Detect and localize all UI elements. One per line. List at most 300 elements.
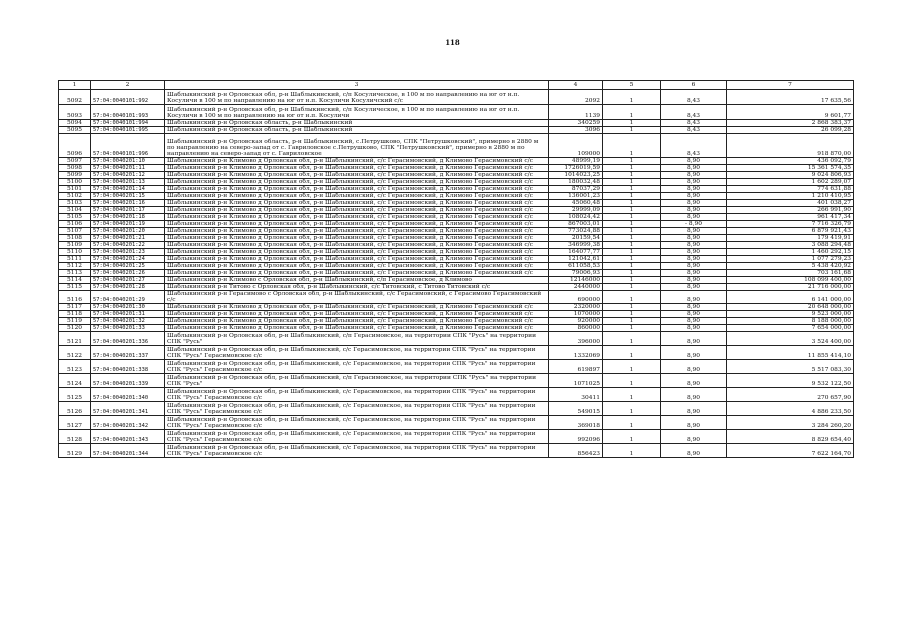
cadastral-number-cell: 57:04:0040201:20 bbox=[91, 228, 165, 235]
value-cell: 401 038,27 bbox=[727, 200, 854, 207]
coefficient-cell: 1 bbox=[603, 416, 661, 430]
header-row bbox=[59, 81, 854, 90]
coefficient-cell: 1 bbox=[603, 332, 661, 346]
row-number-cell: 5111 bbox=[59, 256, 91, 263]
row-number-cell: 5102 bbox=[59, 193, 91, 200]
address-cell: Шаблыкинский р-н Климово д Орловская обл, р-н Шаблыкинский, с/с Герасимовский, д Климово Герасимовский с/с bbox=[165, 263, 549, 270]
rate-cell: 8,90 bbox=[661, 193, 727, 200]
table-row bbox=[59, 172, 854, 179]
coefficient-cell: 1 bbox=[603, 200, 661, 207]
cadastral-number-cell: 57:04:0040201:16 bbox=[91, 200, 165, 207]
coefficient-cell: 1 bbox=[603, 158, 661, 165]
value-cell: 1 602 289,07 bbox=[727, 179, 854, 186]
address-cell: Шаблыкинский р-н Климово д Орловская обл, р-н Шаблыкинский, с/с Герасимовский, д Климово Герасимовский с/с bbox=[165, 270, 549, 277]
rate-cell: 8,90 bbox=[661, 346, 727, 360]
value-cell: 5 438 420,92 bbox=[727, 263, 854, 270]
table-row bbox=[59, 193, 854, 200]
rate-cell: 8,90 bbox=[661, 304, 727, 311]
area-cell: 992096 bbox=[549, 430, 603, 444]
area-cell: 3096 bbox=[549, 127, 603, 134]
table-row bbox=[59, 179, 854, 186]
rate-cell: 8,43 bbox=[661, 105, 727, 120]
row-number-cell: 5098 bbox=[59, 165, 91, 172]
row-number-cell: 5126 bbox=[59, 402, 91, 416]
value-cell: 3 284 260,20 bbox=[727, 416, 854, 430]
coefficient-cell: 1 bbox=[603, 221, 661, 228]
rate-cell: 8,90 bbox=[661, 200, 727, 207]
rate-cell: 8,90 bbox=[661, 214, 727, 221]
row-number-cell: 5117 bbox=[59, 304, 91, 311]
coefficient-cell: 1 bbox=[603, 402, 661, 416]
address-cell: Шаблыкинский р-н Климово д Орловская обл, р-н Шаблыкинский, с/с Герасимовский, д Климово Герасимовский с/с bbox=[165, 242, 549, 249]
coefficient-cell: 1 bbox=[603, 311, 661, 318]
table-row bbox=[59, 388, 854, 402]
area-cell: 48999,19 bbox=[549, 158, 603, 165]
address-cell: Шаблыкинский р-н Климово д Орловская обл, р-н Шаблыкинский, с/с Герасимовский, д Климово Герасимовский с/с bbox=[165, 249, 549, 256]
coefficient-cell: 1 bbox=[603, 291, 661, 304]
table-row bbox=[59, 402, 854, 416]
rate-cell: 8,90 bbox=[661, 172, 727, 179]
table-row bbox=[59, 207, 854, 214]
area-cell: 1070000 bbox=[549, 311, 603, 318]
header-cell: 1 bbox=[59, 81, 91, 90]
coefficient-cell: 1 bbox=[603, 186, 661, 193]
row-number-cell: 5115 bbox=[59, 284, 91, 291]
row-number-cell: 5121 bbox=[59, 332, 91, 346]
cadastral-number-cell: 57:04:0040201:341 bbox=[91, 402, 165, 416]
address-cell: Шаблыкинский р-н Орловская обл, р-н Шаблыкинский, с/с Герасимовское, на территории СПК "Русь" на территории СПК "Русь" Герасимовское с/с bbox=[165, 360, 549, 374]
area-cell: 108024,42 bbox=[549, 214, 603, 221]
cadastral-number-cell: 57:04:0040201:344 bbox=[91, 444, 165, 458]
area-cell: 87037,29 bbox=[549, 186, 603, 193]
row-number-cell: 5097 bbox=[59, 158, 91, 165]
address-cell: Шаблыкинский р-н Титово с Орловская обл, р-н Шаблыкинский, с/с Титовский, с Титово Титовский с/с bbox=[165, 284, 549, 291]
rate-cell: 8,90 bbox=[661, 249, 727, 256]
coefficient-cell: 1 bbox=[603, 346, 661, 360]
row-number-cell: 5100 bbox=[59, 179, 91, 186]
value-cell: 6 141 000,00 bbox=[727, 291, 854, 304]
header-cell: 6 bbox=[661, 81, 727, 90]
value-cell: 1 077 279,23 bbox=[727, 256, 854, 263]
value-cell: 918 870,00 bbox=[727, 134, 854, 158]
value-cell: 270 657,90 bbox=[727, 388, 854, 402]
cadastral-number-cell: 57:04:0040201:22 bbox=[91, 242, 165, 249]
area-cell: 45060,48 bbox=[549, 200, 603, 207]
address-cell: Шаблыкинский р-н Орловская обл, р-н Шаблыкинский, с/п Косулическое, в 100 м по направлению на юг от н.п. Косуличи в 100 м по направлению на юг от н.п. Косуличи bbox=[165, 105, 549, 120]
row-number-cell: 5114 bbox=[59, 277, 91, 284]
table-row bbox=[59, 165, 854, 172]
area-cell: 773024,88 bbox=[549, 228, 603, 235]
area-cell: 1139 bbox=[549, 105, 603, 120]
coefficient-cell: 1 bbox=[603, 193, 661, 200]
coefficient-cell: 1 bbox=[603, 270, 661, 277]
cadastral-number-cell: 57:04:0040201:17 bbox=[91, 207, 165, 214]
table-row bbox=[59, 158, 854, 165]
header-cell: 2 bbox=[91, 81, 165, 90]
row-number-cell: 5092 bbox=[59, 90, 91, 105]
area-cell: 20159,54 bbox=[549, 235, 603, 242]
rate-cell: 8,90 bbox=[661, 388, 727, 402]
table-row bbox=[59, 134, 854, 158]
row-number-cell: 5101 bbox=[59, 186, 91, 193]
table-row bbox=[59, 346, 854, 360]
area-cell: 920000 bbox=[549, 318, 603, 325]
cadastral-number-cell: 57:04:0040201:32 bbox=[91, 318, 165, 325]
rate-cell: 8,43 bbox=[661, 127, 727, 134]
address-cell: Шаблыкинский р-н Герасимово с Орловская обл, р-н Шаблыкинский, с/с Герасимовский, с Герасимово Герасимовский с/с bbox=[165, 291, 549, 304]
coefficient-cell: 1 bbox=[603, 165, 661, 172]
cadastral-number-cell: 57:04:0040201:12 bbox=[91, 172, 165, 179]
rate-cell: 8,90 bbox=[661, 256, 727, 263]
area-cell: 180032,48 bbox=[549, 179, 603, 186]
value-cell: 774 631,88 bbox=[727, 186, 854, 193]
rate-cell: 8,90 bbox=[661, 284, 727, 291]
value-cell: 6 879 921,43 bbox=[727, 228, 854, 235]
table-row bbox=[59, 120, 854, 127]
cadastral-number-cell: 57:04:0040201:339 bbox=[91, 374, 165, 388]
area-cell: 396000 bbox=[549, 332, 603, 346]
rate-cell: 8,90 bbox=[661, 402, 727, 416]
row-number-cell: 5118 bbox=[59, 311, 91, 318]
row-number-cell: 5106 bbox=[59, 221, 91, 228]
value-cell: 3 088 294,48 bbox=[727, 242, 854, 249]
value-cell: 703 161,68 bbox=[727, 270, 854, 277]
address-cell: Шаблыкинский р-н Орловская обл, р-н Шаблыкинский, с/с Герасимовское, на территории СПК "Русь" на территории СПК "Русь" Герасимовское с/с bbox=[165, 430, 549, 444]
cadastral-number-cell: 57:04:0040201:18 bbox=[91, 214, 165, 221]
coefficient-cell: 1 bbox=[603, 249, 661, 256]
area-cell: 1014023,25 bbox=[549, 172, 603, 179]
value-cell: 8 829 654,40 bbox=[727, 430, 854, 444]
address-cell: Шаблыкинский р-н Климово д Орловская обл, р-н Шаблыкинский, с/с Герасимовский, д Климово Герасимовский с/с bbox=[165, 158, 549, 165]
cadastral-number-cell: 57:04:0040201:23 bbox=[91, 249, 165, 256]
rate-cell: 8,90 bbox=[661, 277, 727, 284]
table-row bbox=[59, 242, 854, 249]
address-cell: Шаблыкинский р-н Орловская обл, р-н Шаблыкинский, с/с Герасимовское, на территории СПК "Русь" на территории СПК "Русь" Герасимовское с/с bbox=[165, 444, 549, 458]
row-number-cell: 5125 bbox=[59, 388, 91, 402]
coefficient-cell: 1 bbox=[603, 90, 661, 105]
area-cell: 867003,01 bbox=[549, 221, 603, 228]
area-cell: 690000 bbox=[549, 291, 603, 304]
row-number-cell: 5096 bbox=[59, 134, 91, 158]
table-row bbox=[59, 263, 854, 270]
rate-cell: 8,90 bbox=[661, 325, 727, 332]
value-cell: 21 716 000,00 bbox=[727, 284, 854, 291]
value-cell: 11 855 414,10 bbox=[727, 346, 854, 360]
value-cell: 436 092,79 bbox=[727, 158, 854, 165]
value-cell: 9 523 000,00 bbox=[727, 311, 854, 318]
area-cell: 860000 bbox=[549, 325, 603, 332]
area-cell: 109000 bbox=[549, 134, 603, 158]
rate-cell: 8,90 bbox=[661, 430, 727, 444]
area-cell: 856423 bbox=[549, 444, 603, 458]
address-cell: Шаблыкинский р-н Орловская обл, р-н Шаблыкинский, с/с Герасимовское, на территории СПК "Русь" на территории СПК "Русь" Герасимовское с/с bbox=[165, 416, 549, 430]
coefficient-cell: 1 bbox=[603, 120, 661, 127]
table-row bbox=[59, 186, 854, 193]
rate-cell: 8,90 bbox=[661, 291, 727, 304]
table-row bbox=[59, 249, 854, 256]
row-number-cell: 5113 bbox=[59, 270, 91, 277]
cadastral-number-cell: 57:04:0040101:993 bbox=[91, 105, 165, 120]
value-cell: 9 024 806,93 bbox=[727, 172, 854, 179]
coefficient-cell: 1 bbox=[603, 374, 661, 388]
coefficient-cell: 1 bbox=[603, 179, 661, 186]
coefficient-cell: 1 bbox=[603, 263, 661, 270]
coefficient-cell: 1 bbox=[603, 430, 661, 444]
value-cell: 1 210 410,95 bbox=[727, 193, 854, 200]
value-cell: 179 419,91 bbox=[727, 235, 854, 242]
table-row bbox=[59, 416, 854, 430]
address-cell: Шаблыкинский р-н Климово д Орловская обл, р-н Шаблыкинский, с/с Герасимовский, д Климово Герасимовский с/с bbox=[165, 193, 549, 200]
table-row bbox=[59, 127, 854, 134]
row-number-cell: 5123 bbox=[59, 360, 91, 374]
address-cell: Шаблыкинский р-н Орловская обл, р-н Шаблыкинский, с/п Герасимовское, на территории СПК "Русь" на территории СПК "Русь" bbox=[165, 332, 549, 346]
coefficient-cell: 1 bbox=[603, 304, 661, 311]
row-number-cell: 5105 bbox=[59, 214, 91, 221]
rate-cell: 8,90 bbox=[661, 318, 727, 325]
table-row bbox=[59, 105, 854, 120]
rate-cell: 8,43 bbox=[661, 90, 727, 105]
row-number-cell: 5108 bbox=[59, 235, 91, 242]
row-number-cell: 5120 bbox=[59, 325, 91, 332]
address-cell: Шаблыкинский р-н Климово д Орловская обл, р-н Шаблыкинский, с/с Герасимовский, д Климово Герасимовский с/с bbox=[165, 235, 549, 242]
table-row bbox=[59, 430, 854, 444]
row-number-cell: 5093 bbox=[59, 105, 91, 120]
cadastral-number-cell: 57:04:0040201:15 bbox=[91, 193, 165, 200]
row-number-cell: 5110 bbox=[59, 249, 91, 256]
value-cell: 8 188 000,00 bbox=[727, 318, 854, 325]
address-cell: Шаблыкинский р-н Орловская обл, р-н Шаблыкинский, с/с Герасимовское, на территории СПК "Русь" на территории СПК "Русь" Герасимовское с/с bbox=[165, 402, 549, 416]
cadastral-number-cell: 57:04:0040201:28 bbox=[91, 284, 165, 291]
value-cell: 7 622 164,70 bbox=[727, 444, 854, 458]
address-cell: Шаблыкинский р-н Орловская область, р-н Шаблыкинский, с.Петрушково, СПК "Петрушковский", примерно в 2880 м по направлению на северо-запад от с. Гавриловское с.Петрушково, СПК "Петрушковский", примерно в 2880 м по направлению на северо-запад от с. Гавриловское bbox=[165, 134, 549, 158]
value-cell: 7 716 326,79 bbox=[727, 221, 854, 228]
row-number-cell: 5104 bbox=[59, 207, 91, 214]
area-cell: 2440000 bbox=[549, 284, 603, 291]
cadastral-number-cell: 57:04:0040201:338 bbox=[91, 360, 165, 374]
area-cell: 2320000 bbox=[549, 304, 603, 311]
cadastral-number-cell: 57:04:0040201:11 bbox=[91, 165, 165, 172]
area-cell: 619897 bbox=[549, 360, 603, 374]
rate-cell: 8,90 bbox=[661, 270, 727, 277]
row-number-cell: 5095 bbox=[59, 127, 91, 134]
rate-cell: 8,90 bbox=[661, 235, 727, 242]
cadastral-number-cell: 57:04:0040201:30 bbox=[91, 304, 165, 311]
coefficient-cell: 1 bbox=[603, 318, 661, 325]
row-number-cell: 5107 bbox=[59, 228, 91, 235]
cadastral-number-cell: 57:04:0040101:992 bbox=[91, 90, 165, 105]
address-cell: Шаблыкинский р-н Орловская обл, р-н Шаблыкинский, с/с Герасимовское, на территории СПК "Русь" на территории СПК "Русь" Герасимовское с/с bbox=[165, 388, 549, 402]
area-cell: 369018 bbox=[549, 416, 603, 430]
table-row bbox=[59, 90, 854, 105]
address-cell: Шаблыкинский р-н Орловская обл, р-н Шаблыкинский, с/с Герасимовское, на территории СПК "Русь" на территории СПК "Русь" Герасимовское с/с bbox=[165, 346, 549, 360]
coefficient-cell: 1 bbox=[603, 277, 661, 284]
address-cell: Шаблыкинский р-н Климово с Орловская обл, р-н Шаблыкинский, с/п Герасимовское, д Климово bbox=[165, 277, 549, 284]
value-cell: 15 361 574,35 bbox=[727, 165, 854, 172]
table-row bbox=[59, 228, 854, 235]
area-cell: 611058,53 bbox=[549, 263, 603, 270]
cadastral-number-cell: 57:04:0040101:995 bbox=[91, 127, 165, 134]
address-cell: Шаблыкинский р-н Климово д Орловская обл, р-н Шаблыкинский, с/с Герасимовский, д Климово Герасимовский с/с bbox=[165, 228, 549, 235]
row-number-cell: 5112 bbox=[59, 263, 91, 270]
area-cell: 2092 bbox=[549, 90, 603, 105]
row-number-cell: 5122 bbox=[59, 346, 91, 360]
coefficient-cell: 1 bbox=[603, 134, 661, 158]
rate-cell: 8,90 bbox=[661, 360, 727, 374]
row-number-cell: 5127 bbox=[59, 416, 91, 430]
cadastral-number-cell: 57:04:0040201:33 bbox=[91, 325, 165, 332]
value-cell: 4 886 233,50 bbox=[727, 402, 854, 416]
address-cell: Шаблыкинский р-н Климово д Орловская обл, р-н Шаблыкинский, с/с Герасимовский, д Климово Герасимовский с/с bbox=[165, 200, 549, 207]
address-cell: Шаблыкинский р-н Орловская обл, р-н Шаблыкинский, с/п Косулическое, в 100 м по направлению на юг от н.п. Косуличи в 100 м по направлению на юг от н.п. Косуличи Косуличский с/с bbox=[165, 90, 549, 105]
row-number-cell: 5109 bbox=[59, 242, 91, 249]
cadastral-number-cell: 57:04:0040201:21 bbox=[91, 235, 165, 242]
value-cell: 7 654 000,00 bbox=[727, 325, 854, 332]
coefficient-cell: 1 bbox=[603, 325, 661, 332]
rate-cell: 8,90 bbox=[661, 311, 727, 318]
rate-cell: 8,90 bbox=[661, 242, 727, 249]
rate-cell: 8,43 bbox=[661, 120, 727, 127]
cadastral-number-cell: 57:04:0040101:996 bbox=[91, 134, 165, 158]
header-cell: 4 bbox=[549, 81, 603, 90]
address-cell: Шаблыкинский р-н Климово д Орловская обл, р-н Шаблыкинский, с/с Герасимовский, д Климово Герасимовский с/с bbox=[165, 318, 549, 325]
cadastral-number-cell: 57:04:0040201:342 bbox=[91, 416, 165, 430]
cadastral-number-cell: 57:04:0040201:336 bbox=[91, 332, 165, 346]
cadastral-number-cell: 57:04:0040101:994 bbox=[91, 120, 165, 127]
table-row bbox=[59, 311, 854, 318]
address-cell: Шаблыкинский р-н Климово д Орловская обл, р-н Шаблыкинский, с/с Герасимовский, д Климово Герасимовский с/с bbox=[165, 207, 549, 214]
area-cell: 136001,23 bbox=[549, 193, 603, 200]
cadastral-number-cell: 57:04:0040201:29 bbox=[91, 291, 165, 304]
area-cell: 1726019,59 bbox=[549, 165, 603, 172]
table-row bbox=[59, 221, 854, 228]
row-number-cell: 5094 bbox=[59, 120, 91, 127]
area-cell: 164077,77 bbox=[549, 249, 603, 256]
address-cell: Шаблыкинский р-н Климово д Орловская обл, р-н Шаблыкинский, с/с Герасимовский, д Климово Герасимовский с/с bbox=[165, 179, 549, 186]
coefficient-cell: 1 bbox=[603, 235, 661, 242]
coefficient-cell: 1 bbox=[603, 214, 661, 221]
cadastral-number-cell: 57:04:0040201:25 bbox=[91, 263, 165, 270]
rate-cell: 8,90 bbox=[661, 374, 727, 388]
rate-cell: 8,90 bbox=[661, 263, 727, 270]
table-row bbox=[59, 332, 854, 346]
address-cell: Шаблыкинский р-н Климово д Орловская обл, р-н Шаблыкинский, с/с Герасимовский, д Климово Герасимовский с/с bbox=[165, 221, 549, 228]
page-number: 118 bbox=[445, 38, 460, 47]
header-cell: 7 bbox=[727, 81, 854, 90]
row-number-cell: 5124 bbox=[59, 374, 91, 388]
address-cell: Шаблыкинский р-н Климово д Орловская обл, р-н Шаблыкинский, с/с Герасимовский, д Климово Герасимовский с/с bbox=[165, 256, 549, 263]
coefficient-cell: 1 bbox=[603, 172, 661, 179]
table-row bbox=[59, 256, 854, 263]
address-cell: Шаблыкинский р-н Орловская обл, р-н Шаблыкинский, с/п Герасимовское, на территории СПК "Русь" на территории СПК "Русь" bbox=[165, 374, 549, 388]
cadastral-number-cell: 57:04:0040201:31 bbox=[91, 311, 165, 318]
value-cell: 9 532 122,50 bbox=[727, 374, 854, 388]
value-cell: 5 517 083,30 bbox=[727, 360, 854, 374]
coefficient-cell: 1 bbox=[603, 284, 661, 291]
rate-cell: 8,90 bbox=[661, 186, 727, 193]
area-cell: 346999,38 bbox=[549, 242, 603, 249]
address-cell: Шаблыкинский р-н Орловская область, р-н Шаблыкинский bbox=[165, 120, 549, 127]
table-row bbox=[59, 444, 854, 458]
rate-cell: 8,90 bbox=[661, 228, 727, 235]
value-cell: 17 635,56 bbox=[727, 90, 854, 105]
value-cell: 266 991,90 bbox=[727, 207, 854, 214]
table-row bbox=[59, 374, 854, 388]
cadastral-number-cell: 57:04:0040201:26 bbox=[91, 270, 165, 277]
table-row bbox=[59, 291, 854, 304]
value-cell: 20 648 000,00 bbox=[727, 304, 854, 311]
area-cell: 30411 bbox=[549, 388, 603, 402]
cadastral-number-cell: 57:04:0040201:14 bbox=[91, 186, 165, 193]
coefficient-cell: 1 bbox=[603, 105, 661, 120]
area-cell: 121042,61 bbox=[549, 256, 603, 263]
cadastral-number-cell: 57:04:0040201:10 bbox=[91, 158, 165, 165]
cadastral-number-cell: 57:04:0040201:340 bbox=[91, 388, 165, 402]
rate-cell: 8,43 bbox=[661, 134, 727, 158]
row-number-cell: 5128 bbox=[59, 430, 91, 444]
address-cell: Шаблыкинский р-н Климово д Орловская обл, р-н Шаблыкинский, с/с Герасимовский, д Климово Герасимовский с/с bbox=[165, 325, 549, 332]
area-cell: 1071025 bbox=[549, 374, 603, 388]
header-cell: 5 bbox=[603, 81, 661, 90]
row-number-cell: 5099 bbox=[59, 172, 91, 179]
rate-cell: 8,90 bbox=[661, 416, 727, 430]
table-row bbox=[59, 200, 854, 207]
row-number-cell: 5129 bbox=[59, 444, 91, 458]
address-cell: Шаблыкинский р-н Орловская область, р-н Шаблыкинский bbox=[165, 127, 549, 134]
cadastral-number-cell: 57:04:0040201:337 bbox=[91, 346, 165, 360]
rate-cell: 8,90 bbox=[661, 207, 727, 214]
rate-cell: 8,90 bbox=[661, 179, 727, 186]
table-row bbox=[59, 277, 854, 284]
area-cell: 12146000 bbox=[549, 277, 603, 284]
value-cell: 3 524 400,00 bbox=[727, 332, 854, 346]
table-row bbox=[59, 318, 854, 325]
rate-cell: 8,90 bbox=[661, 332, 727, 346]
coefficient-cell: 1 bbox=[603, 207, 661, 214]
rate-cell: 8,90 bbox=[661, 158, 727, 165]
row-number-cell: 5116 bbox=[59, 291, 91, 304]
address-cell: Шаблыкинский р-н Климово д Орловская обл, р-н Шаблыкинский, с/с Герасимовский, д Климово Герасимовский с/с bbox=[165, 214, 549, 221]
coefficient-cell: 1 bbox=[603, 256, 661, 263]
coefficient-cell: 1 bbox=[603, 242, 661, 249]
header-cell: 3 bbox=[165, 81, 549, 90]
area-cell: 79006,93 bbox=[549, 270, 603, 277]
value-cell: 26 099,28 bbox=[727, 127, 854, 134]
rate-cell: 8,90 bbox=[661, 165, 727, 172]
address-cell: Шаблыкинский р-н Климово д Орловская обл, р-н Шаблыкинский, с/с Герасимовский, д Климово Герасимовский с/с bbox=[165, 165, 549, 172]
table-row bbox=[59, 304, 854, 311]
value-cell: 2 868 383,37 bbox=[727, 120, 854, 127]
row-number-cell: 5119 bbox=[59, 318, 91, 325]
table-row bbox=[59, 325, 854, 332]
coefficient-cell: 1 bbox=[603, 228, 661, 235]
address-cell: Шаблыкинский р-н Климово д Орловская обл, р-н Шаблыкинский, с/с Герасимовский, д Климово Герасимовский с/с bbox=[165, 172, 549, 179]
value-cell: 108 099 400,00 bbox=[727, 277, 854, 284]
table-row bbox=[59, 214, 854, 221]
address-cell: Шаблыкинский р-н Климово д Орловская обл, р-н Шаблыкинский, с/с Герасимовский, д Климово Герасимовский с/с bbox=[165, 304, 549, 311]
cadastral-number-cell: 57:04:0040201:19 bbox=[91, 221, 165, 228]
area-cell: 340259 bbox=[549, 120, 603, 127]
value-cell: 961 417,34 bbox=[727, 214, 854, 221]
value-cell: 9 601,77 bbox=[727, 105, 854, 120]
cadastral-number-cell: 57:04:0040201:343 bbox=[91, 430, 165, 444]
address-cell: Шаблыкинский р-н Климово д Орловская обл, р-н Шаблыкинский, с/с Герасимовский, д Климово Герасимовский с/с bbox=[165, 311, 549, 318]
coefficient-cell: 1 bbox=[603, 360, 661, 374]
land-register-table bbox=[58, 80, 854, 458]
table-row bbox=[59, 270, 854, 277]
rate-cell: 8,90 bbox=[661, 444, 727, 458]
table-row bbox=[59, 360, 854, 374]
table-row bbox=[59, 235, 854, 242]
